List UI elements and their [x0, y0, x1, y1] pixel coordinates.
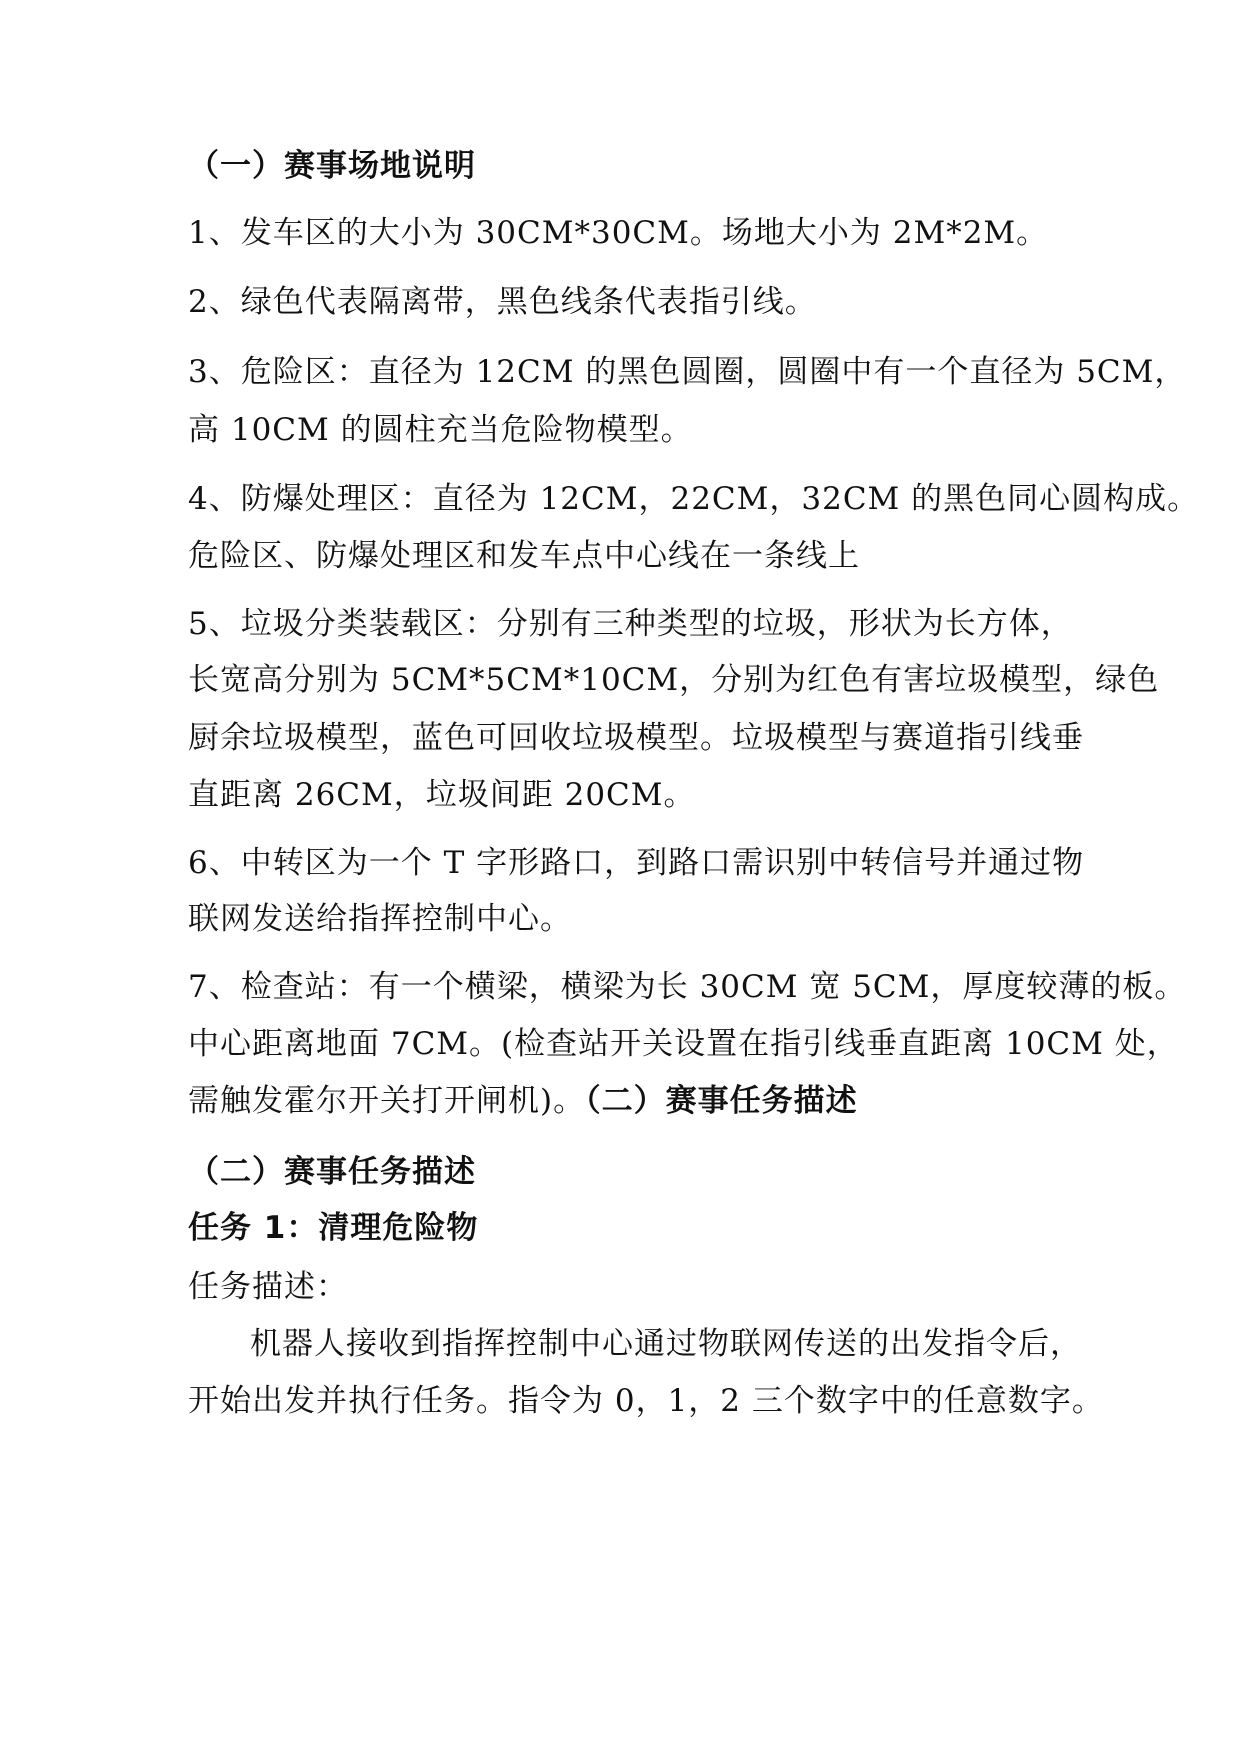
- text-line: 6、中转区为一个 T 字形路口，到路口需识别中转信号并通过物: [188, 845, 1085, 881]
- section-heading-tasks: （二）赛事任务描述: [188, 1154, 476, 1190]
- text-line-mixed: [188, 1081, 858, 1121]
- task-desc-label: 任务描述：: [188, 1269, 348, 1305]
- section-heading-venue: （一）赛事场地说明: [188, 148, 476, 184]
- text-line: 长宽高分别为 5CM*5CM*10CM，分别为红色有害垃圾模型，绿色: [188, 662, 1160, 698]
- text-line: 直距离 26CM，垃圾间距 20CM。: [188, 777, 696, 813]
- paragraph-line: 机器人接收到指挥控制中心通过物联网传送的出发指令后，: [250, 1326, 1082, 1362]
- text-fragment: 需触发霍尔开关打开闸机)。: [188, 1083, 586, 1119]
- text-line: 3、危险区：直径为 12CM 的黑色圆圈，圆圈中有一个直径为 5CM，: [188, 354, 1187, 390]
- text-line: 2、绿色代表隔离带，黑色线条代表指引线。: [188, 284, 817, 320]
- inline-bold-heading: （二）赛事任务描述: [585, 1083, 858, 1119]
- task-title: 任务 1：清理危险物: [188, 1210, 479, 1246]
- text-line: 5、垃圾分类装载区：分别有三种类型的垃圾，形状为长方体，: [188, 606, 1073, 642]
- text-line: 4、防爆处理区：直径为 12CM，22CM，32CM 的黑色同心圆构成。: [188, 481, 1200, 517]
- text-line: 7、检查站：有一个横梁，横梁为长 30CM 宽 5CM，厚度较薄的板。: [188, 969, 1187, 1005]
- paragraph-line: 开始出发并执行任务。指令为 0，1，2 三个数字中的任意数字。: [188, 1383, 1104, 1419]
- text-line: 中心距离地面 7CM。(检查站开关设置在指引线垂直距离 10CM 处，: [188, 1026, 1179, 1062]
- text-line: 高 10CM 的圆柱充当危险物模型。: [188, 412, 693, 448]
- text-line: 1、发车区的大小为 30CM*30CM。场地大小为 2M*2M。: [188, 215, 1049, 251]
- text-line: 厨余垃圾模型，蓝色可回收垃圾模型。垃圾模型与赛道指引线垂: [188, 720, 1084, 756]
- text-line: 危险区、防爆处理区和发车点中心线在一条线上: [188, 538, 860, 574]
- text-line: 联网发送给指挥控制中心。: [188, 901, 572, 937]
